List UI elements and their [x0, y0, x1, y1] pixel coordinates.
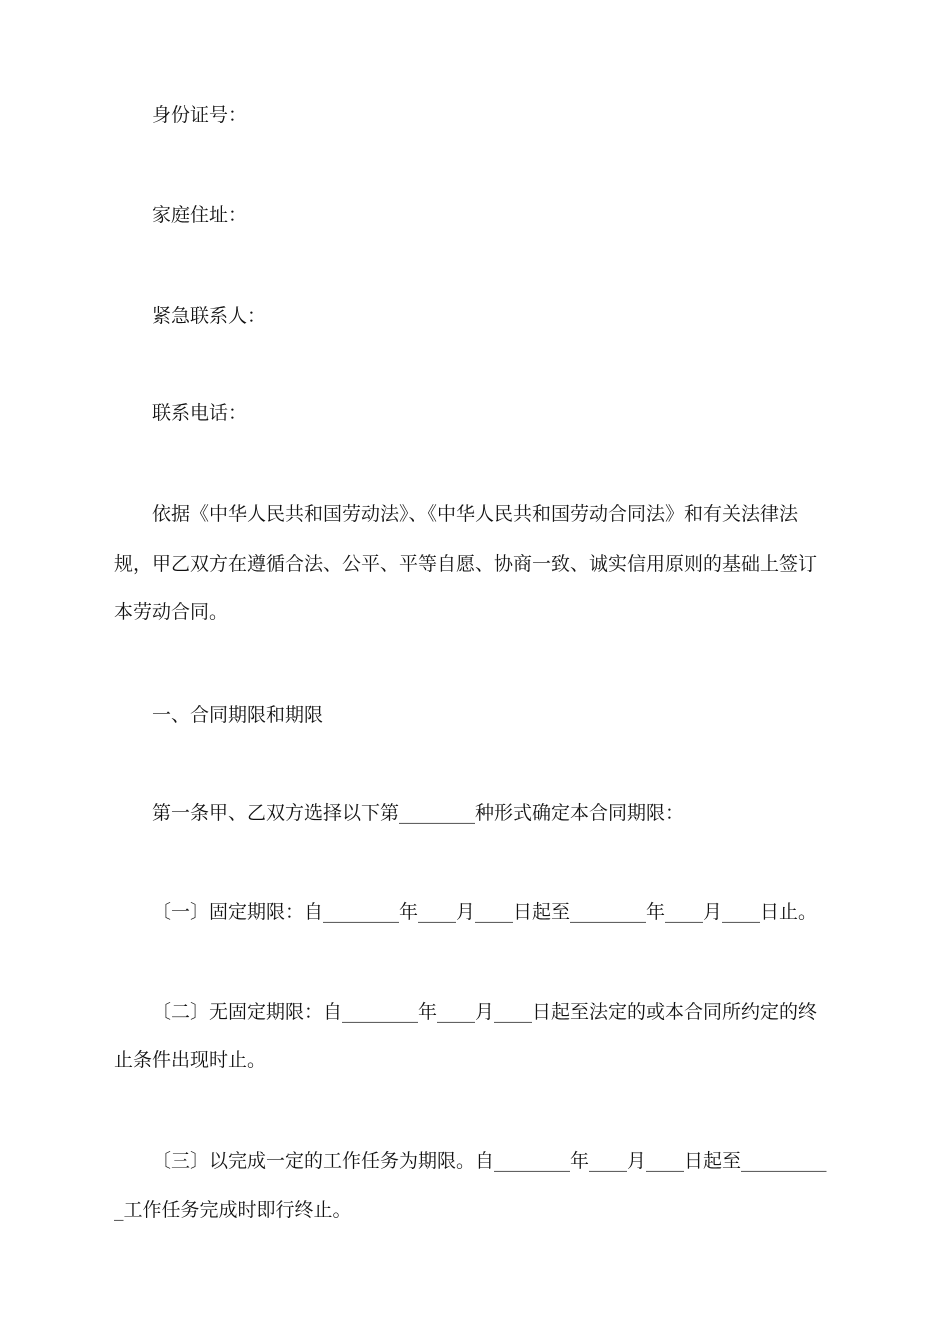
emergency-contact-field: 紧急联系人：: [152, 305, 267, 327]
preamble-line-1: 依据《中华人民共和国劳动法》、《中华人民共和国劳动合同法》和有关法律法: [152, 503, 799, 525]
preamble-line-3: 本劳动合同。: [114, 601, 229, 623]
option-open-ended-line-1: 〔二〕无固定期限：自________年____月____日起至法定的或本合同所约定的终: [152, 1001, 818, 1023]
option-fixed-term: 〔一〕固定期限：自________年____月____日起至________年____月____日止。: [152, 901, 818, 923]
id-number-field: 身份证号：: [152, 104, 248, 126]
article-1: 第一条甲、乙双方选择以下第________种形式确定本合同期限：: [152, 802, 685, 824]
home-address-field: 家庭住址：: [152, 204, 248, 226]
contact-phone-field: 联系电话：: [152, 402, 248, 424]
section-1-heading: 一、合同期限和期限: [152, 704, 324, 726]
option-task-based-line-1: 〔三〕以完成一定的工作任务为期限。自________年____月____日起至_________: [152, 1150, 827, 1172]
option-open-ended-line-2: 止条件出现时止。: [114, 1049, 267, 1071]
option-task-based-line-2: _工作任务完成时即行终止。: [114, 1199, 352, 1221]
preamble-line-2: 规，甲乙双方在遵循合法、公平、平等自愿、协商一致、诚实信用原则的基础上签订: [114, 553, 818, 575]
